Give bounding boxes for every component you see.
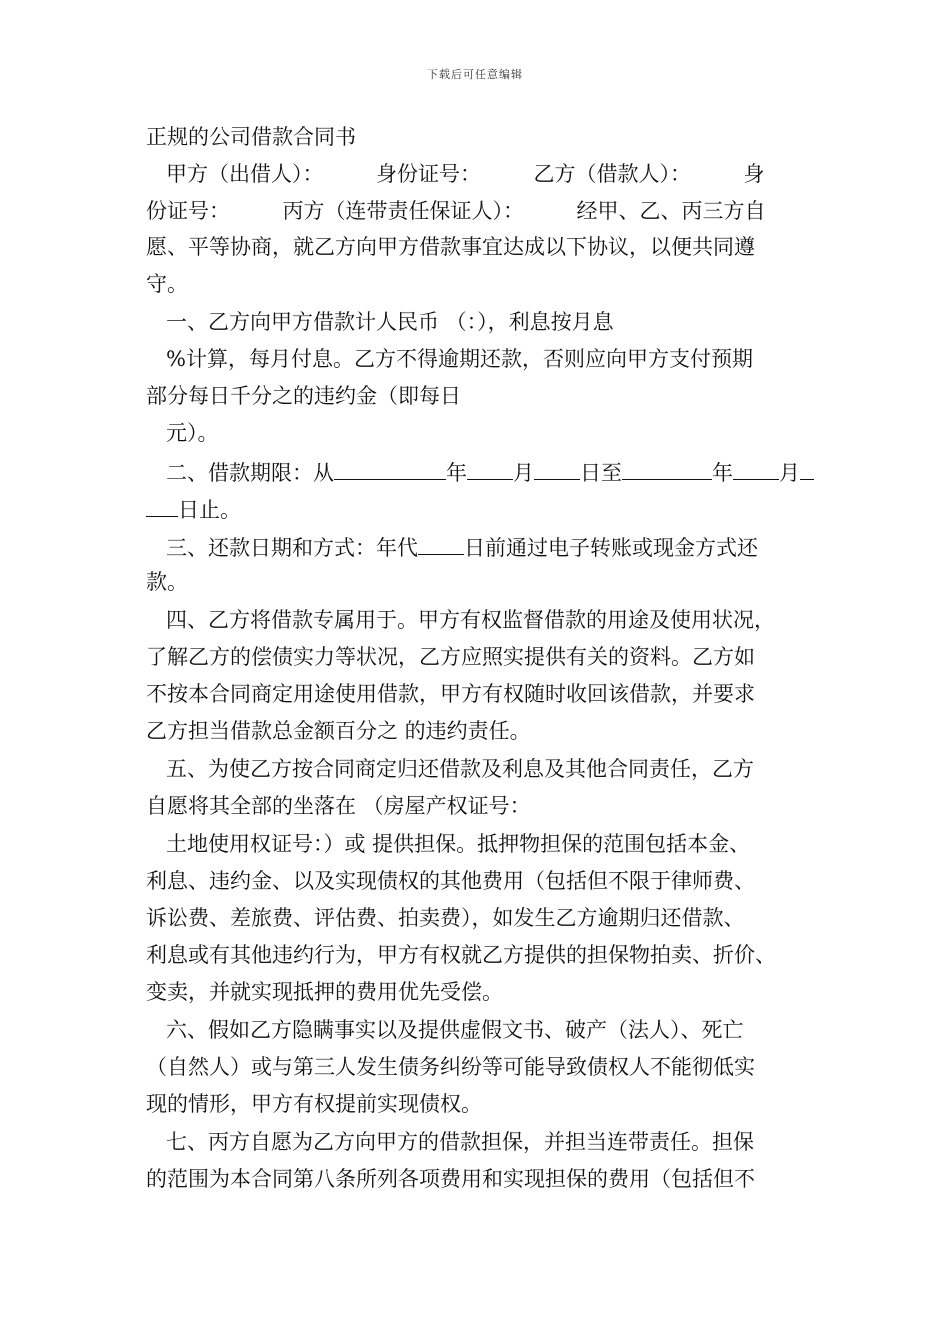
paragraph-line: 愿、平等协商，就乙方向甲方借款事宜达成以下协议，以便共同遵 [146, 235, 755, 259]
clause-1-line: 部分每日千分之的违约金（即每日 [146, 384, 461, 408]
clause-5-line: 变卖，并就实现抵押的费用优先受偿。 [146, 980, 503, 1004]
clause-4-line: 乙方担当借款总金额百分之 的违约责任。 [146, 719, 531, 743]
paragraph-line: 份证号： 丙方（连带责任保证人）： 经甲、乙、丙三方自 [146, 199, 766, 223]
blank-start-month [467, 457, 513, 480]
term-end-label: 日止。 [178, 498, 241, 522]
term-year-label: 年 [446, 461, 467, 485]
clause-7-line: 的范围为本合同第八条所列各项费用和实现担保的费用（包括但不 [146, 1167, 755, 1191]
clause-5-line: 利息、违约金、以及实现债权的其他费用（包括但不限于律师费、 [146, 869, 755, 893]
paragraph-line: 甲方（出借人）： 身份证号： 乙方（借款人）： 身 [166, 162, 765, 186]
blank-end-year [622, 457, 712, 480]
term-prefix: 二、借款期限：从 [166, 461, 334, 485]
clause-1-line: %计算，每月付息。乙方不得逾期还款，否则应向甲方支付预期 [166, 347, 753, 371]
paragraph-line: 守。 [146, 272, 188, 296]
clause-3-repay-line [166, 532, 758, 561]
term-year2-label: 年 [712, 461, 733, 485]
clause-5-line: 自愿将其全部的坐落在 （房屋产权证号： [146, 794, 531, 818]
clause-4-line: 了解乙方的偿债实力等状况，乙方应照实提供有关的资料。乙方如 [146, 645, 755, 669]
clause-1-line: 元）。 [166, 421, 219, 445]
term-month-label: 月 [513, 461, 534, 485]
blank-end-day-part2 [146, 494, 178, 517]
page-header-note: 下载后可任意编辑 [427, 68, 523, 81]
term-day-to-label: 日至 [580, 461, 622, 485]
clause-6-line: 六、假如乙方隐瞒事实以及提供虚假文书、破产（法人）、死亡 [166, 1018, 744, 1042]
clause-6-line: （自然人）或与第三人发生债务纠纷等可能导致债权人不能彻低实 [146, 1055, 755, 1079]
repay-suffix: 日前通过电子转账或现金方式还 [464, 536, 758, 560]
blank-start-day [534, 457, 580, 480]
blank-repay-day [418, 532, 464, 555]
document-title: 正规的公司借款合同书 [146, 125, 356, 149]
blank-start-year [334, 457, 446, 480]
clause-3-repay-cont: 款。 [146, 570, 188, 594]
clause-4-line: 四、乙方将借款专属用于。甲方有权监督借款的用途及使用状况， [166, 608, 775, 632]
clause-2-term-line [166, 457, 814, 486]
clause-1-line: 一、乙方向甲方借款计人民币 （：），利息按月息 [166, 310, 614, 334]
clause-5-line: 利息或有其他违约行为，甲方有权就乙方提供的担保物拍卖、折价、 [146, 943, 776, 967]
clause-5-line: 诉讼费、差旅费、评估费、拍卖费），如发生乙方逾期归还借款、 [146, 906, 745, 930]
clause-6-line: 现的情形，甲方有权提前实现债权。 [146, 1092, 482, 1116]
blank-end-day-part1 [800, 457, 814, 480]
clause-4-line: 不按本合同商定用途使用借款，甲方有权随时收回该借款，并要求 [146, 682, 755, 706]
clause-5-line: 土地使用权证号：）或 提供担保。抵押物担保的范围包括本金、 [166, 832, 751, 856]
blank-end-month [733, 457, 779, 480]
clause-7-line: 七、丙方自愿为乙方向甲方的借款担保，并担当连带责任。担保 [166, 1130, 754, 1154]
repay-prefix: 三、还款日期和方式：年代 [166, 536, 418, 560]
clause-2-term-cont [146, 494, 241, 523]
clause-5-line: 五、为使乙方按合同商定归还借款及利息及其他合同责任，乙方 [166, 757, 754, 781]
term-month2-label: 月 [779, 461, 800, 485]
